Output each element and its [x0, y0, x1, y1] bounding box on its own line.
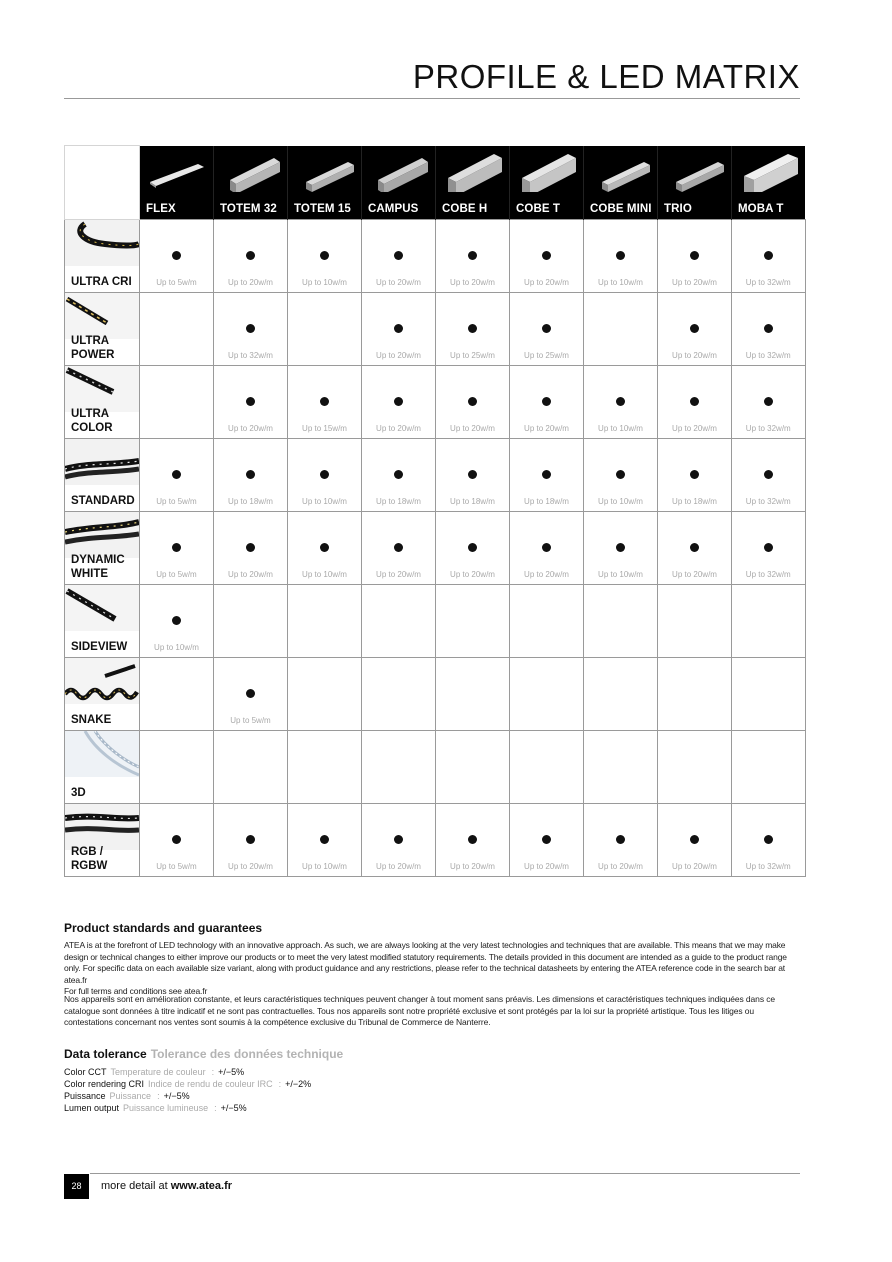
max-power-text: Up to 20w/m — [376, 424, 421, 433]
matrix-cell — [584, 293, 658, 366]
matrix-cell — [288, 220, 362, 293]
campus-profile-image — [368, 152, 430, 192]
profile-header-flex — [140, 146, 214, 220]
max-power-text: Up to 10w/m — [302, 570, 347, 579]
compatible-dot-icon — [394, 251, 403, 260]
max-power-text: Up to 20w/m — [376, 278, 421, 287]
moba-t-profile-image — [738, 152, 800, 192]
compatible-dot-icon — [616, 251, 625, 260]
max-power-text: Up to 20w/m — [450, 278, 495, 287]
matrix-cell — [732, 366, 806, 439]
matrix-cell — [140, 366, 214, 439]
matrix-cell — [658, 658, 732, 731]
led-type-cell — [65, 366, 140, 439]
matrix-cell — [510, 585, 584, 658]
tolerance-separator: : — [214, 1103, 217, 1113]
tolerance-item — [64, 1078, 802, 1090]
matrix-cell — [510, 804, 584, 877]
matrix-cell — [214, 658, 288, 731]
profile-header-cobe-h — [436, 146, 510, 220]
led-strip-image — [65, 512, 139, 558]
led-type-cell — [65, 658, 140, 731]
standards-english-body: ATEA is at the forefront of LED technology with an innovative approach. As such, we are always looking at the very latest technologies and techniques that are available. This means that we may make design or technical changes to either improve our products or to meet the very latest modified statutory requirements. The details provided in this document are intended as a guide to the product range only. For specific data on each available size variant, along with product guidance and any restrictions, please refer to the technical datasheets by entering the ATEA reference code in the search bar at atea.fr — [64, 940, 787, 985]
compatible-dot-icon — [394, 324, 403, 333]
max-power-text: Up to 20w/m — [672, 862, 717, 871]
matrix-cell — [732, 439, 806, 512]
max-power-text: Up to 18w/m — [228, 497, 273, 506]
tolerance-label-fr: Temperature de couleur — [110, 1067, 206, 1077]
profile-label: TOTEM 15 — [294, 203, 351, 215]
matrix-cell — [584, 439, 658, 512]
max-power-text: Up to 20w/m — [228, 424, 273, 433]
profile-label: TRIO — [664, 203, 692, 215]
matrix-cell — [732, 512, 806, 585]
max-power-text: Up to 20w/m — [450, 862, 495, 871]
standards-terms-line: For full terms and conditions see atea.fr — [64, 986, 208, 996]
tolerance-item — [64, 1090, 802, 1102]
matrix-cell — [288, 512, 362, 585]
max-power-text: Up to 32w/m — [745, 862, 791, 871]
max-power-text: Up to 20w/m — [672, 570, 717, 579]
max-power-text: Up to 20w/m — [524, 862, 569, 871]
matrix-cell — [436, 512, 510, 585]
matrix-cell — [584, 366, 658, 439]
matrix-cell — [288, 439, 362, 512]
matrix-cell — [140, 585, 214, 658]
matrix-cell — [362, 293, 436, 366]
matrix-cell — [214, 293, 288, 366]
led-type-cell — [65, 731, 140, 804]
compatible-dot-icon — [690, 397, 699, 406]
tolerance-heading-fr: Tolerance des données technique — [150, 1047, 344, 1061]
max-power-text: Up to 25w/m — [450, 351, 495, 360]
matrix-cell — [436, 804, 510, 877]
tolerance-label-fr: Puissance lumineuse — [123, 1103, 209, 1113]
compatible-dot-icon — [764, 324, 773, 333]
compatible-dot-icon — [468, 543, 477, 552]
matrix-cell — [214, 220, 288, 293]
matrix-cell — [140, 804, 214, 877]
max-power-text: Up to 20w/m — [228, 862, 273, 871]
matrix-cell — [510, 658, 584, 731]
max-power-text: Up to 20w/m — [450, 570, 495, 579]
led-row — [65, 220, 806, 293]
compatible-dot-icon — [542, 251, 551, 260]
profile-label: MOBA T — [738, 203, 784, 215]
compatible-dot-icon — [394, 397, 403, 406]
max-power-text: Up to 10w/m — [598, 570, 643, 579]
page-number: 28 — [64, 1174, 89, 1199]
trio-profile-image — [664, 152, 726, 192]
profile-header-cobe-t — [510, 146, 584, 220]
profile-header-campus — [362, 146, 436, 220]
matrix-cell — [214, 439, 288, 512]
matrix-cell — [658, 293, 732, 366]
matrix-cell — [732, 804, 806, 877]
matrix-cell — [214, 366, 288, 439]
profile-label: CAMPUS — [368, 203, 419, 215]
compatible-dot-icon — [764, 470, 773, 479]
compatible-dot-icon — [690, 835, 699, 844]
led-row — [65, 293, 806, 366]
compatible-dot-icon — [172, 470, 181, 479]
led-strip-image — [65, 220, 139, 266]
matrix-cell — [732, 293, 806, 366]
led-type-label: ULTRA POWER — [71, 335, 115, 361]
tolerance-item — [64, 1066, 802, 1078]
led-row — [65, 658, 806, 731]
cobe-mini-profile-image — [590, 152, 652, 192]
matrix-cell — [436, 658, 510, 731]
compatible-dot-icon — [542, 470, 551, 479]
matrix-cell — [436, 293, 510, 366]
matrix-cell — [214, 512, 288, 585]
max-power-text: Up to 10w/m — [302, 278, 347, 287]
profile-header-totem-32 — [214, 146, 288, 220]
max-power-text: Up to 18w/m — [524, 497, 569, 506]
led-strip-image — [65, 658, 139, 704]
matrix-cell — [214, 585, 288, 658]
compatible-dot-icon — [394, 835, 403, 844]
matrix-cell — [362, 658, 436, 731]
matrix-cell — [436, 439, 510, 512]
led-type-label: 3D — [71, 787, 86, 799]
compatible-dot-icon — [764, 251, 773, 260]
compatible-dot-icon — [690, 470, 699, 479]
matrix-corner-cell — [65, 146, 140, 220]
led-type-label: STANDARD — [71, 495, 135, 507]
matrix-cell — [510, 293, 584, 366]
led-type-label: RGB / RGBW — [71, 846, 108, 872]
standards-french-text: Nos appareils sont en amélioration constante, et leurs caractéristiques techniques peuvent changer à tout moment sans préavis. Les dimensions et caractéristiques techniques indiquées dans ce catalogue sont données à titre indicatif et ne sont pas contractuelles. Tous nos appareils sont notre propriété exclusive et sont protégés par la loi sur la propriété artistique. Tous les litiges ou contestations concernant nos ventes sont soumis à la compétence exclusive du Tribunal de Commerce de Nanterre. — [64, 994, 776, 1027]
matrix-cell — [658, 366, 732, 439]
matrix-cell — [288, 585, 362, 658]
max-power-text: Up to 32w/m — [745, 570, 791, 579]
matrix-cell — [436, 220, 510, 293]
compatible-dot-icon — [616, 470, 625, 479]
matrix-cell — [510, 220, 584, 293]
compatible-dot-icon — [246, 689, 255, 698]
compatible-dot-icon — [468, 324, 477, 333]
max-power-text: Up to 18w/m — [376, 497, 421, 506]
matrix-cell — [436, 366, 510, 439]
matrix-cell — [732, 585, 806, 658]
led-row — [65, 731, 806, 804]
profile-label: COBE H — [442, 203, 488, 215]
max-power-text: Up to 20w/m — [376, 862, 421, 871]
matrix-cell — [436, 585, 510, 658]
compatible-dot-icon — [468, 251, 477, 260]
led-type-cell — [65, 220, 140, 293]
compatible-dot-icon — [246, 543, 255, 552]
matrix-cell — [214, 804, 288, 877]
tolerance-value: +/−5% — [218, 1067, 245, 1077]
compatible-dot-icon — [246, 835, 255, 844]
max-power-text: Up to 18w/m — [672, 497, 717, 506]
matrix-cell — [658, 731, 732, 804]
max-power-text: Up to 20w/m — [598, 862, 643, 871]
profile-header-moba-t — [732, 146, 806, 220]
tolerance-value: +/−5% — [163, 1091, 190, 1101]
max-power-text: Up to 20w/m — [524, 424, 569, 433]
matrix-cell — [658, 512, 732, 585]
led-type-label: SIDEVIEW — [71, 641, 128, 653]
max-power-text: Up to 10w/m — [598, 424, 643, 433]
matrix-cell — [584, 658, 658, 731]
title-divider — [64, 98, 800, 99]
compatible-dot-icon — [246, 324, 255, 333]
matrix-cell — [584, 512, 658, 585]
compatible-dot-icon — [172, 835, 181, 844]
led-strip-image — [65, 366, 139, 412]
flex-profile-image — [146, 152, 208, 192]
compatible-dot-icon — [764, 543, 773, 552]
matrix-cell — [140, 512, 214, 585]
max-power-text: Up to 20w/m — [228, 278, 273, 287]
matrix-body — [65, 220, 806, 877]
compatible-dot-icon — [542, 324, 551, 333]
totem-15-profile-image — [294, 152, 356, 192]
matrix-cell — [140, 220, 214, 293]
tolerance-label: Color rendering CRI — [64, 1079, 145, 1089]
led-row — [65, 585, 806, 658]
matrix-cell — [362, 220, 436, 293]
compatible-dot-icon — [690, 251, 699, 260]
profile-header-trio — [658, 146, 732, 220]
matrix-cell — [288, 804, 362, 877]
matrix-cell — [584, 220, 658, 293]
led-row — [65, 439, 806, 512]
max-power-text: Up to 20w/m — [672, 424, 717, 433]
matrix-cell — [288, 658, 362, 731]
matrix-cell — [140, 293, 214, 366]
max-power-text: Up to 5w/m — [156, 497, 197, 506]
max-power-text: Up to 10w/m — [598, 278, 643, 287]
compatible-dot-icon — [542, 397, 551, 406]
profile-label: COBE T — [516, 203, 561, 215]
max-power-text: Up to 20w/m — [376, 570, 421, 579]
max-power-text: Up to 20w/m — [672, 278, 717, 287]
compatible-dot-icon — [690, 543, 699, 552]
compatible-dot-icon — [764, 835, 773, 844]
profile-led-matrix — [64, 145, 806, 877]
compatible-dot-icon — [320, 251, 329, 260]
footer-text — [101, 1180, 232, 1192]
matrix-cell — [436, 731, 510, 804]
max-power-text: Up to 5w/m — [230, 716, 271, 725]
compatible-dot-icon — [320, 835, 329, 844]
max-power-text: Up to 10w/m — [154, 643, 199, 652]
matrix-cell — [584, 804, 658, 877]
led-strip-image — [65, 293, 139, 339]
compatible-dot-icon — [616, 543, 625, 552]
matrix-cell — [658, 220, 732, 293]
led-strip-image — [65, 731, 139, 777]
max-power-text: Up to 20w/m — [524, 278, 569, 287]
tolerance-value: +/−5% — [220, 1103, 247, 1113]
compatible-dot-icon — [542, 835, 551, 844]
max-power-text: Up to 25w/m — [524, 351, 569, 360]
compatible-dot-icon — [616, 397, 625, 406]
compatible-dot-icon — [468, 835, 477, 844]
compatible-dot-icon — [246, 397, 255, 406]
max-power-text: Up to 32w/m — [228, 351, 273, 360]
compatible-dot-icon — [320, 470, 329, 479]
matrix-cell — [584, 585, 658, 658]
matrix-cell — [658, 585, 732, 658]
standards-english-text — [64, 940, 802, 998]
matrix-cell — [510, 439, 584, 512]
standards-heading: Product standards and guarantees — [64, 921, 263, 935]
profile-header-row — [65, 146, 806, 220]
tolerance-separator: : — [157, 1091, 160, 1101]
tolerance-value: +/−2% — [285, 1079, 312, 1089]
matrix-cell — [288, 731, 362, 804]
max-power-text: Up to 15w/m — [302, 424, 347, 433]
profile-label: COBE MINI — [590, 203, 652, 215]
compatible-dot-icon — [246, 470, 255, 479]
matrix-cell — [140, 731, 214, 804]
matrix-cell — [362, 439, 436, 512]
tolerance-label-fr: Indice de rendu de couleur IRC — [148, 1079, 273, 1089]
profile-label: TOTEM 32 — [220, 203, 277, 215]
led-type-cell — [65, 804, 140, 877]
compatible-dot-icon — [172, 616, 181, 625]
tolerance-label: Color CCT — [64, 1067, 107, 1077]
tolerance-label: Lumen output — [64, 1103, 120, 1113]
compatible-dot-icon — [764, 397, 773, 406]
max-power-text: Up to 20w/m — [228, 570, 273, 579]
led-row — [65, 804, 806, 877]
led-strip-image — [65, 439, 139, 485]
totem-32-profile-image — [220, 152, 282, 192]
matrix-cell — [658, 439, 732, 512]
compatible-dot-icon — [616, 835, 625, 844]
max-power-text: Up to 20w/m — [524, 570, 569, 579]
led-type-label: ULTRA COLOR — [71, 408, 113, 434]
matrix-cell — [140, 658, 214, 731]
matrix-cell — [362, 512, 436, 585]
website-link[interactable]: www.atea.fr — [170, 1180, 233, 1192]
profile-label: FLEX — [146, 203, 176, 215]
max-power-text: Up to 10w/m — [302, 497, 347, 506]
tolerance-separator: : — [278, 1079, 282, 1089]
tolerance-list — [64, 1066, 802, 1114]
max-power-text: Up to 20w/m — [376, 351, 421, 360]
max-power-text: Up to 5w/m — [156, 278, 197, 287]
footer-divider — [90, 1173, 800, 1174]
compatible-dot-icon — [172, 251, 181, 260]
max-power-text: Up to 32w/m — [745, 497, 791, 506]
compatible-dot-icon — [542, 543, 551, 552]
data-tolerance-heading — [64, 1047, 802, 1061]
max-power-text: Up to 32w/m — [745, 351, 791, 360]
matrix-cell — [362, 585, 436, 658]
max-power-text: Up to 20w/m — [672, 351, 717, 360]
led-type-cell — [65, 512, 140, 585]
compatible-dot-icon — [172, 543, 181, 552]
led-type-cell — [65, 293, 140, 366]
matrix-cell — [732, 658, 806, 731]
compatible-dot-icon — [246, 251, 255, 260]
compatible-dot-icon — [468, 470, 477, 479]
tolerance-label: Puissance — [64, 1091, 106, 1101]
compatible-dot-icon — [394, 470, 403, 479]
led-row — [65, 366, 806, 439]
matrix-cell — [510, 512, 584, 585]
max-power-text: Up to 5w/m — [156, 862, 197, 871]
led-type-cell — [65, 439, 140, 512]
led-strip-image — [65, 585, 139, 631]
max-power-text: Up to 32w/m — [745, 278, 791, 287]
footer-prefix: more detail at — [101, 1180, 171, 1192]
cobe-t-profile-image — [516, 152, 578, 192]
max-power-text: Up to 5w/m — [156, 570, 197, 579]
matrix-cell — [732, 731, 806, 804]
led-type-label: SNAKE — [71, 714, 112, 726]
compatible-dot-icon — [690, 324, 699, 333]
matrix-cell — [362, 366, 436, 439]
matrix-cell — [510, 731, 584, 804]
led-row — [65, 512, 806, 585]
compatible-dot-icon — [320, 397, 329, 406]
led-type-cell — [65, 585, 140, 658]
matrix-cell — [140, 439, 214, 512]
max-power-text: Up to 18w/m — [450, 497, 495, 506]
matrix-cell — [584, 731, 658, 804]
matrix-cell — [510, 366, 584, 439]
max-power-text: Up to 10w/m — [302, 862, 347, 871]
compatible-dot-icon — [320, 543, 329, 552]
matrix-cell — [732, 220, 806, 293]
tolerance-heading-en: Data tolerance — [64, 1047, 147, 1061]
matrix-cell — [288, 293, 362, 366]
tolerance-separator: : — [211, 1067, 215, 1077]
tolerance-item — [64, 1102, 802, 1114]
matrix-cell — [362, 731, 436, 804]
compatible-dot-icon — [394, 543, 403, 552]
matrix-cell — [362, 804, 436, 877]
profile-header-totem-15 — [288, 146, 362, 220]
max-power-text: Up to 20w/m — [450, 424, 495, 433]
tolerance-label-fr: Puissance — [109, 1091, 152, 1101]
page-title: PROFILE & LED MATRIX — [412, 58, 800, 95]
matrix-cell — [288, 366, 362, 439]
max-power-text: Up to 32w/m — [745, 424, 791, 433]
profile-header-cobe-mini — [584, 146, 658, 220]
led-type-label: DYNAMIC WHITE — [71, 554, 125, 580]
led-strip-image — [65, 804, 139, 850]
matrix-cell — [214, 731, 288, 804]
matrix-cell — [658, 804, 732, 877]
max-power-text: Up to 10w/m — [598, 497, 643, 506]
compatible-dot-icon — [468, 397, 477, 406]
led-type-label: ULTRA CRI — [71, 276, 132, 288]
cobe-h-profile-image — [442, 152, 504, 192]
